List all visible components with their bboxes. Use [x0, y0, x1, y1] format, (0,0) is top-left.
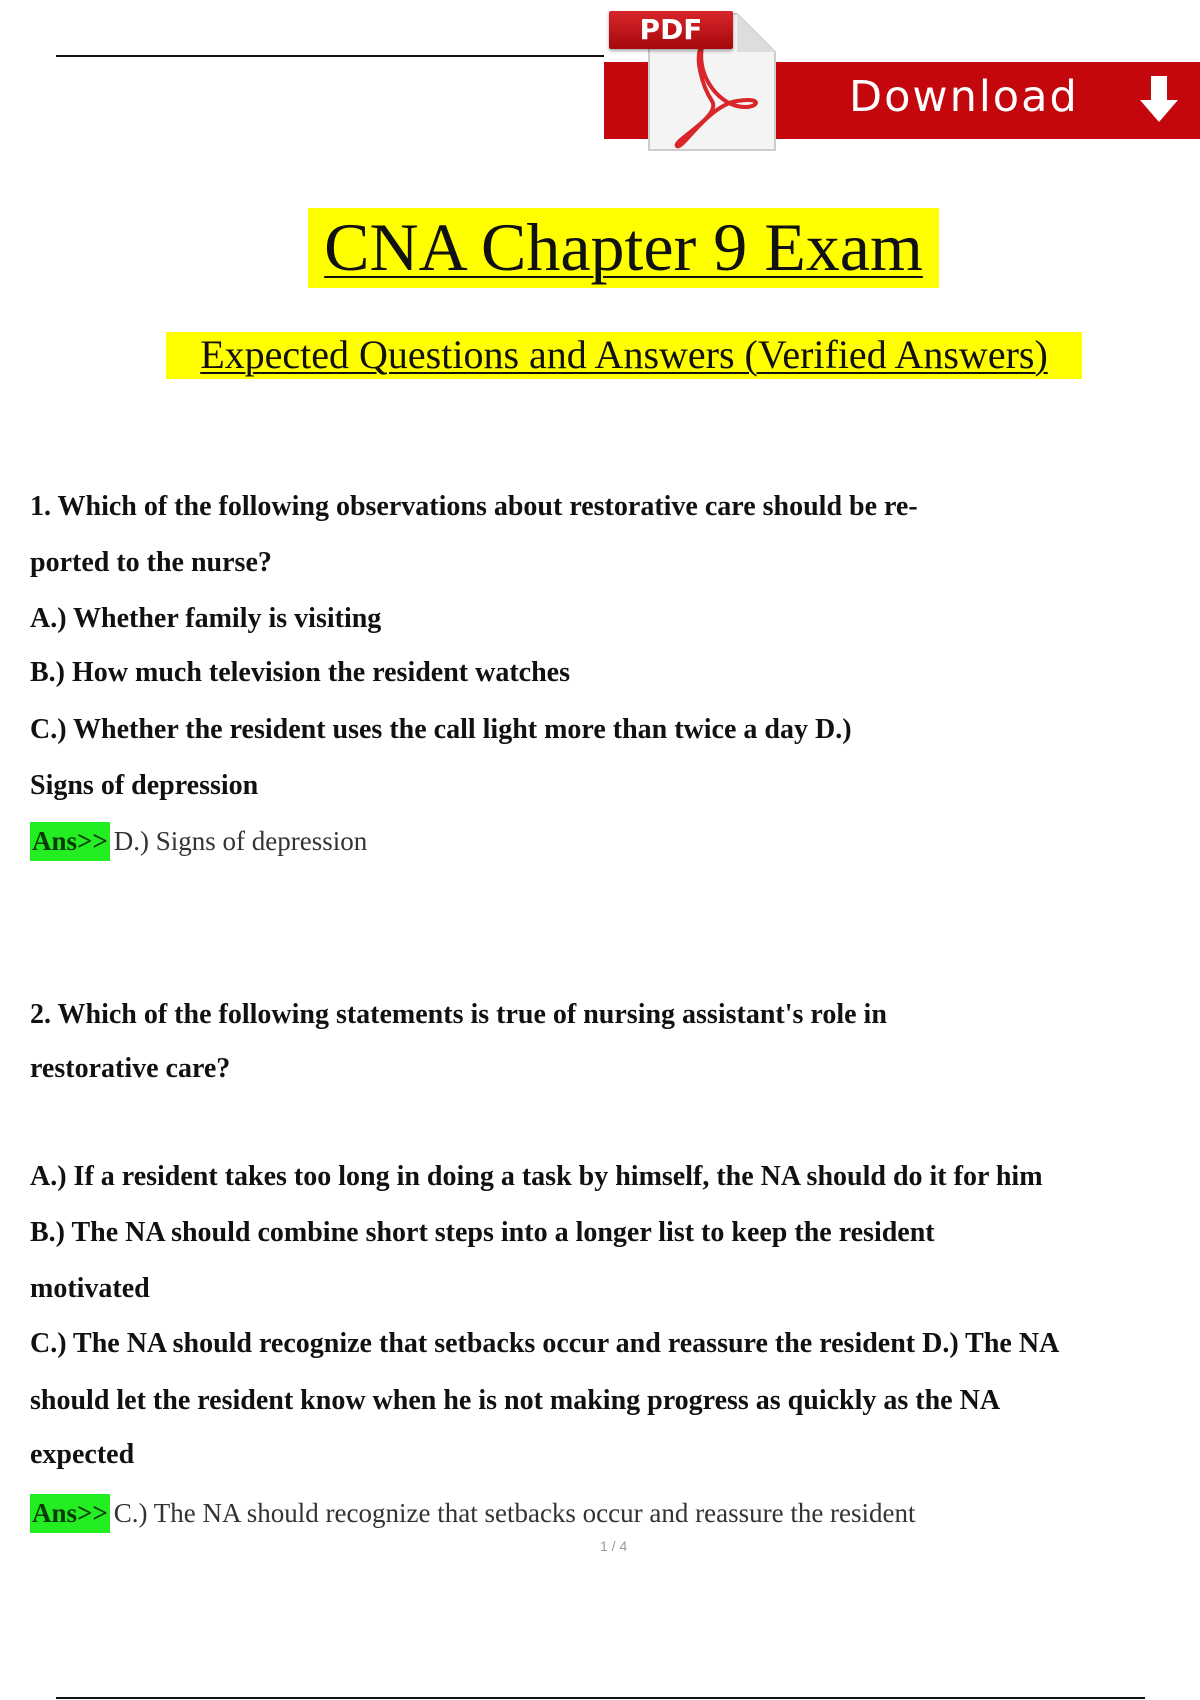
option-a: A.) Whether family is visiting — [30, 603, 382, 634]
question-line: 2. Which of the following statements is true of nursing assistant's role in — [30, 999, 887, 1030]
document-title: CNA Chapter 9 Exam — [308, 208, 939, 288]
question-line: 1. Which of the following observations about restorative care should be re- — [30, 491, 918, 522]
option-c: C.) The NA should recognize that setbacks occur and reassure the resident D.) The NA — [30, 1328, 1060, 1359]
download-arrow-icon — [1138, 74, 1180, 124]
bottom-rule — [56, 1697, 1145, 1699]
answer-line — [30, 822, 367, 861]
download-label[interactable]: Download — [849, 72, 1079, 122]
option-b-cont: motivated — [30, 1273, 150, 1304]
answer-line — [30, 1494, 916, 1533]
answer-tag: Ans>> — [30, 822, 110, 861]
option-b: B.) How much television the resident watches — [30, 657, 570, 688]
question-line: restorative care? — [30, 1053, 231, 1084]
option-a: A.) If a resident takes too long in doing a task by himself, the NA should do it for him — [30, 1161, 1043, 1192]
document-subtitle: Expected Questions and Answers (Verified Answers) — [166, 332, 1082, 379]
option-c: C.) Whether the resident uses the call light more than twice a day D.) — [30, 714, 852, 745]
answer-text: C.) The NA should recognize that setbacks occur and reassure the resident — [113, 1498, 916, 1528]
option-d: Signs of depression — [30, 770, 259, 801]
answer-tag: Ans>> — [30, 1494, 110, 1533]
top-rule — [56, 55, 604, 57]
question-line: ported to the nurse? — [30, 547, 272, 578]
page-number: 1 / 4 — [600, 1538, 628, 1554]
option-b: B.) The NA should combine short steps into a longer list to keep the resident — [30, 1217, 935, 1248]
option-d-cont: expected — [30, 1439, 135, 1470]
pdf-label: PDF — [609, 11, 733, 49]
option-d: should let the resident know when he is not making progress as quickly as the NA — [30, 1385, 1001, 1416]
answer-text: D.) Signs of depression — [113, 826, 368, 856]
